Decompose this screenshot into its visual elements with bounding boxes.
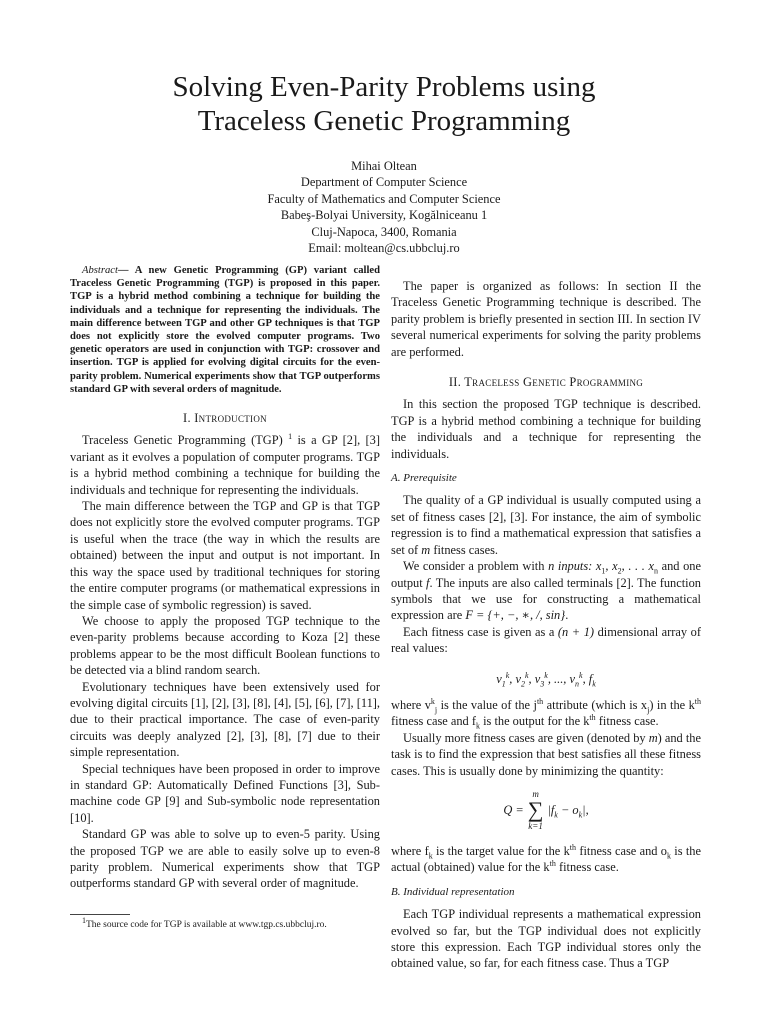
subscript: 2 [617, 566, 622, 576]
text: ) in the k [649, 697, 695, 712]
subscript: k [428, 851, 433, 861]
subsection-prerequisite: A. Prerequisite [391, 472, 457, 485]
eq-rhs [547, 802, 588, 818]
author-name: Mihai Oltean [351, 159, 417, 173]
intro-paragraph-3: We choose to apply the proposed TGP technique to the even-parity problems because according to Koza [2] these problems appear to be the most difficult Boolean functions to be detected via a blind random search. [70, 613, 380, 678]
affiliation-city: Cluj-Napoca, 3400, Romania [311, 224, 457, 239]
text: We consider a problem with [403, 559, 549, 574]
text: dimensional array of real values: [391, 624, 702, 656]
superscript: th [536, 696, 544, 706]
left-column [70, 264, 380, 931]
prereq-paragraph-3 [391, 624, 701, 657]
superscript: k [430, 696, 435, 706]
author-block [0, 158, 768, 256]
math-function-set: F = {+, −, ∗, /, sin} [465, 608, 566, 623]
abstract-label: Abstract [82, 265, 118, 276]
intro-paragraph-6: Standard GP was able to solve up to even-5 parity. Using the proposed TGP we are able to easily solve up to even-8 parity problem. Numerical experiments show that TGP outperforms standard GP with several order of magnitude. [70, 827, 380, 891]
prereq-paragraph-1 [391, 492, 701, 558]
paper-title [0, 70, 768, 138]
sum-upper: m [532, 788, 539, 799]
title-line-2: Traceless Genetic Programming [197, 105, 571, 137]
text: − o [557, 802, 579, 817]
sum-symbol [528, 789, 544, 831]
math-m: m [421, 542, 431, 557]
equation-fitness-case: $v_1^k$, $v_2^k$, $v_3^k$, ..., $v_n^k$, $f_k$ [496, 670, 596, 688]
prereq-paragraph-4 [391, 697, 701, 730]
text: fitness cases. [430, 542, 499, 557]
footnote-mark: 1 [82, 915, 86, 925]
right-column [391, 278, 701, 972]
text: inputs: x [554, 559, 602, 574]
abstract [70, 264, 380, 396]
organization-paragraph: The paper is organized as follows: In section II the Traceless Genetic Programming technique is described. The parity problem is briefly presented in section III. In section IV several numerical experiments for solving the parity problems are performed. [391, 279, 701, 359]
tgp-paragraph-1: In this section the proposed TGP technique is described. TGP is a hybrid method combining a technique for building the individuals and a technique for representing the individuals. [391, 397, 701, 461]
math-n: n [548, 559, 555, 574]
abstract-dash: — [117, 265, 135, 276]
text: . The inputs are also called terminals [2]. The function symbols that we use for constructing a mathematical expression are [391, 575, 701, 623]
text: is the output for the k [479, 714, 590, 729]
text: , . . . x [621, 559, 654, 574]
text: fitness case and f [391, 714, 476, 729]
subscript: j [647, 705, 650, 715]
intro-paragraph-4: Evolutionary techniques have been extensively used for evolving digital circuits [1], [2], [3], [8], [4], [5], [6], [7], [11], due to their practical importance. The case of even-parity circuits was deeply analyzed [2], [3], [8], [7] due to their simple representation. [70, 679, 380, 760]
subscript: n [653, 566, 658, 576]
footnote-text: The source code for TGP is available at www.tgp.cs.ubbcluj.ro. [86, 919, 327, 930]
affiliation-faculty: Faculty of Mathematics and Computer Science [267, 191, 501, 206]
subsection-individual-representation: B. Individual representation [391, 885, 515, 898]
subscript: j [434, 705, 438, 715]
footnote-rule [70, 914, 130, 915]
intro-p1-end: is a GP [2], [3] variant as it evolves a population of computer programs. TGP is a hybrid method combining a technique for building the individuals and technique for representing the individuals. [70, 433, 380, 497]
text: where f [391, 843, 429, 858]
text: attribute (which is x [543, 697, 648, 712]
text: is the actual (obtained) value for the k [391, 843, 701, 875]
prereq-paragraph-5 [391, 730, 701, 779]
text: ) and the task is to find the expression that best satisfies all these fitness cases. This is usually done by minimizing the quantity: [391, 730, 701, 778]
superscript: th [589, 713, 596, 723]
superscript: th [694, 696, 702, 706]
prereq-paragraph-6 [391, 843, 701, 876]
subscript: k [554, 810, 558, 820]
section-heading-tgp: II. Traceless Genetic Programming [448, 375, 644, 390]
intro-paragraph-5: Special techniques have been proposed in order to improve in standard GP: Automatically Defined Functions [3], Sub-machine code GP [9] and Sub-symbolic node representation [10]. [70, 761, 380, 825]
section-heading-introduction: I. Introduction [183, 411, 267, 426]
superscript: th [569, 842, 577, 852]
equation-quality [391, 789, 701, 831]
footnote-ref: 1 [288, 432, 293, 442]
subscript: 1 [601, 566, 606, 576]
text: . [565, 608, 569, 623]
text: fitness case. [595, 714, 659, 729]
subscript: k [666, 851, 671, 861]
math-dim: (n + 1) [557, 624, 595, 639]
affiliation-university: Babeş-Bolyai University, Kogălniceanu 1 [280, 208, 488, 223]
text: fitness case and o [576, 843, 667, 858]
superscript: th [549, 859, 556, 869]
eq-lhs: Q = [503, 802, 524, 817]
text: |f [547, 802, 555, 817]
affiliation-department: Department of Computer Science [300, 175, 468, 190]
abstract-body: A new Genetic Programming (GP) variant called Traceless Genetic Programming (TGP) is proposed in this paper. TGP is a hybrid method combining a technique for building the individuals and a technique for representing the individuals. The main difference between TGP and other GP techniques is that TGP does not explicitly store the evolved computer programs. Two genetic operators are used in conjunction with TGP: crossover and insertion. TGP is applied for evolving digital circuits for the even-parity problem. Numerical experiments show that TGP outperforms standard GP with several orders of magnitude. [70, 265, 380, 395]
subscript: k [475, 721, 480, 731]
intro-paragraph-2: The main difference between the TGP and GP is that TGP does not explicitly store the evolved computer programs. TGP is useful when the trace (the way in which the results are obtained) between the input and output is not important. In this way the space used by traditional techniques for storing the entire computer programs (or mathematical expressions in the simple case of symbolic regression) is saved. [70, 499, 380, 612]
text: is the target value for the k [432, 843, 570, 858]
text: Usually more fitness cases are given (denoted by [403, 730, 649, 745]
title-line-1: Solving Even-Parity Problems using [172, 71, 596, 103]
author-email: Email: moltean@cs.ubbcluj.ro [308, 241, 460, 256]
text: where v [391, 697, 431, 712]
text: is the value of the j [437, 697, 537, 712]
text: and one output [391, 559, 701, 590]
math-f: f [426, 575, 430, 590]
text: , x [605, 559, 618, 574]
text: Each fitness case is given as a [403, 624, 558, 639]
footnote [70, 915, 380, 931]
sigma-icon: ∑ [527, 796, 544, 822]
text: fitness case. [555, 860, 619, 875]
subscript: k [578, 810, 583, 820]
sum-lower: k=1 [528, 820, 543, 831]
prereq-paragraph-2 [391, 558, 701, 624]
text: The quality of a GP individual is usually computed using a set of fitness cases [2], [3]. For instance, the aim of symbolic regression is to find a mathematical expression that satisfies a set of [391, 493, 701, 557]
representation-paragraph-1: Each TGP individual represents a mathematical expression evolved so far, but the TGP individual does not explicitly store this expression. Each TGP individual stores only the obtained value, so far, for each fitness case. Thus a TGP [391, 907, 701, 971]
intro-p1-start: Traceless Genetic Programming (TGP) [82, 433, 283, 448]
text: |, [582, 802, 589, 817]
math-m: m [648, 730, 658, 745]
intro-paragraph-1 [70, 432, 380, 498]
